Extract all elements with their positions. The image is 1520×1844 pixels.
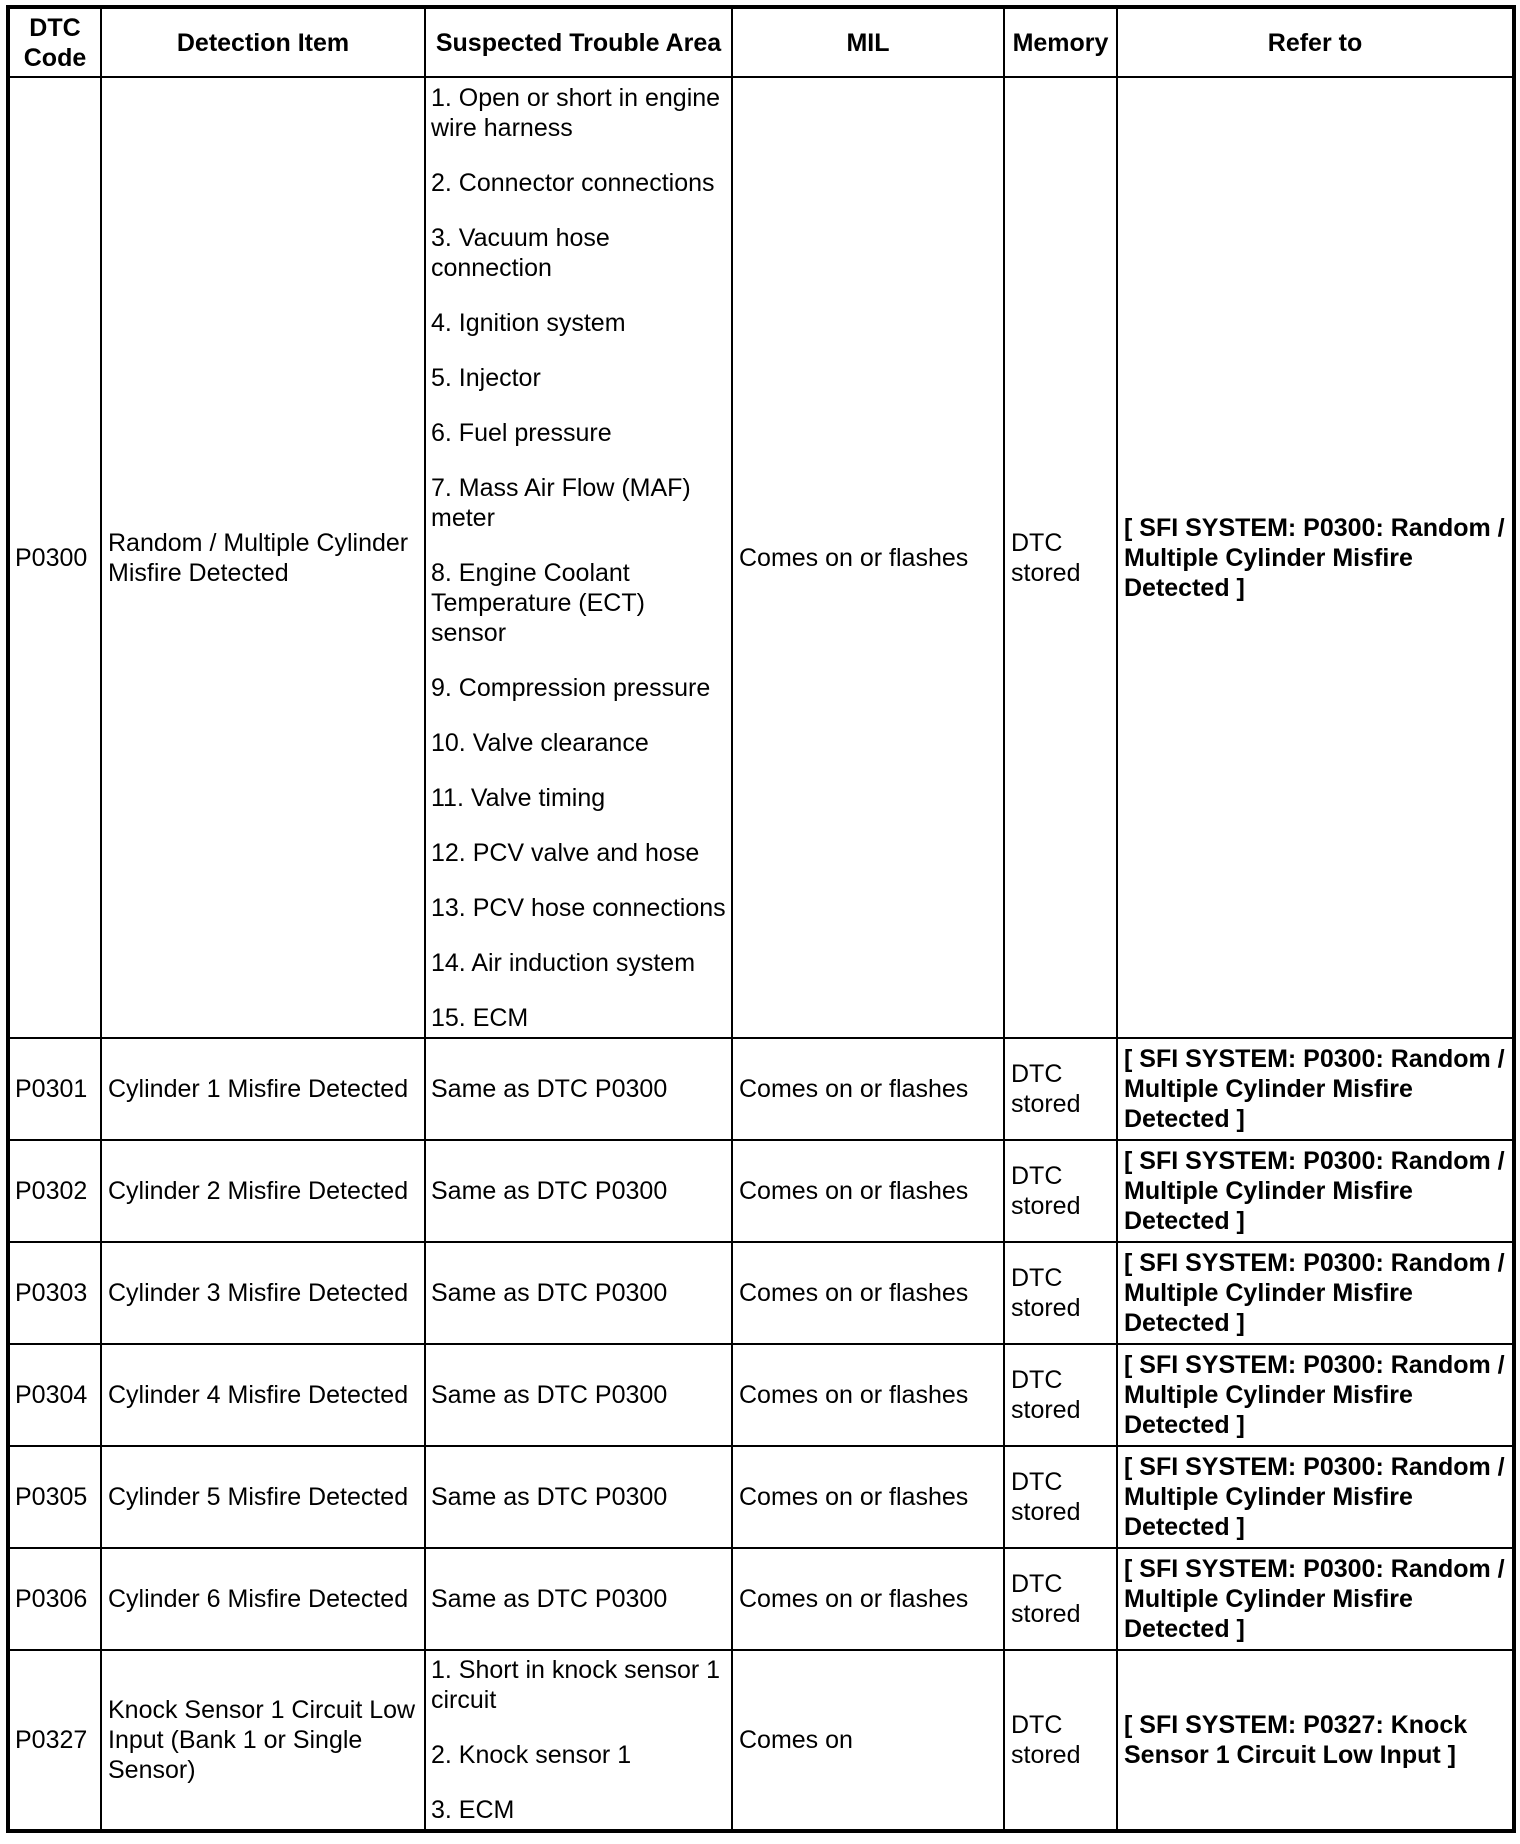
refer-to-cell: [ SFI SYSTEM: P0300: Random / Multiple Cylinder Misfire Detected ] [1117,1446,1514,1548]
detection-item-cell: Cylinder 3 Misfire Detected [101,1242,425,1344]
detection-item-cell: Cylinder 5 Misfire Detected [101,1446,425,1548]
dtc-code-cell: P0306 [8,1548,101,1650]
mil-cell: Comes on or flashes [732,1038,1004,1140]
mil-cell: Comes on [732,1650,1004,1831]
trouble-area-cell [425,1650,732,1831]
trouble-area-item: 2. Knock sensor 1 [431,1741,632,1769]
table-row [8,1242,1514,1344]
memory-line: stored [1011,558,1081,587]
trouble-area-item: 7. Mass Air Flow (MAF) meter [431,474,691,532]
trouble-area-item: 3. Vacuum hose connection [431,224,610,282]
memory-cell [1004,77,1117,1038]
detection-item-cell: Cylinder 4 Misfire Detected [101,1344,425,1446]
trouble-area-cell [425,77,732,1038]
refer-to-cell: [ SFI SYSTEM: P0300: Random / Multiple Cylinder Misfire Detected ] [1117,1548,1514,1650]
table-row [8,77,1514,1038]
header-dtc-code-line: DTC [29,13,81,42]
table-row [8,1446,1514,1548]
table-row [8,1344,1514,1446]
header-mil: MIL [732,7,1004,77]
memory-line: stored [1011,1192,1081,1220]
memory-line: stored [1011,1741,1081,1769]
header-suspected-trouble-area: Suspected Trouble Area [425,7,732,77]
memory-cell [1004,1446,1117,1548]
memory-line: stored [1011,1090,1081,1118]
trouble-area-cell: Same as DTC P0300 [425,1242,732,1344]
dtc-code-cell: P0303 [8,1242,101,1344]
dtc-code-cell: P0305 [8,1446,101,1548]
trouble-area-item: 14. Air induction system [431,949,696,977]
table-header-row [8,7,1514,77]
dtc-table [6,5,1516,1833]
memory-line: DTC [1011,1570,1063,1598]
table-row [8,1548,1514,1650]
dtc-code-cell: P0304 [8,1344,101,1446]
refer-to-cell: [ SFI SYSTEM: P0327: Knock Sensor 1 Circuit Low Input ] [1117,1650,1514,1831]
memory-cell [1004,1344,1117,1446]
memory-line: DTC [1011,1264,1063,1292]
memory-cell [1004,1650,1117,1831]
trouble-area-list [431,1651,726,1829]
trouble-area-item: 2. Connector connections [431,169,715,197]
dtc-code-cell: P0300 [8,77,101,1038]
trouble-area-item: 12. PCV valve and hose [431,839,700,867]
trouble-area-item: 15. ECM [431,1004,529,1032]
header-memory: Memory [1004,7,1117,77]
header-dtc-code [8,7,101,77]
refer-to-cell: [ SFI SYSTEM: P0300: Random / Multiple Cylinder Misfire Detected ] [1117,1344,1514,1446]
header-dtc-code-line: Code [23,43,87,72]
mil-cell: Comes on or flashes [732,1446,1004,1548]
trouble-area-cell: Same as DTC P0300 [425,1140,732,1242]
dtc-code-cell: P0301 [8,1038,101,1140]
memory-line: DTC [1011,1468,1063,1496]
header-detection-item: Detection Item [101,7,425,77]
memory-line: stored [1011,1294,1081,1322]
memory-cell [1004,1038,1117,1140]
trouble-area-cell: Same as DTC P0300 [425,1548,732,1650]
mil-cell: Comes on or flashes [732,1548,1004,1650]
memory-cell [1004,1242,1117,1344]
table-row [8,1038,1514,1140]
refer-to-cell: [ SFI SYSTEM: P0300: Random / Multiple Cylinder Misfire Detected ] [1117,1140,1514,1242]
detection-item-cell: Cylinder 2 Misfire Detected [101,1140,425,1242]
trouble-area-item: 5. Injector [431,364,541,392]
memory-cell [1004,1548,1117,1650]
trouble-area-cell: Same as DTC P0300 [425,1038,732,1140]
refer-to-cell: [ SFI SYSTEM: P0300: Random / Multiple Cylinder Misfire Detected ] [1117,1038,1514,1140]
trouble-area-item: 6. Fuel pressure [431,419,612,447]
trouble-area-item: 10. Valve clearance [431,729,649,757]
trouble-area-item: 1. Open or short in engine wire harness [431,84,721,142]
trouble-area-item: 1. Short in knock sensor 1 circuit [431,1656,721,1714]
header-refer-to: Refer to [1117,7,1514,77]
refer-to-cell: [ SFI SYSTEM: P0300: Random / Multiple Cylinder Misfire Detected ] [1117,77,1514,1038]
mil-cell: Comes on or flashes [732,1242,1004,1344]
memory-line: stored [1011,1600,1081,1628]
table-row [8,1650,1514,1831]
memory-line: DTC [1011,1366,1063,1394]
trouble-area-item: 9. Compression pressure [431,674,711,702]
detection-item-cell: Random / Multiple Cylinder Misfire Detected [101,77,425,1038]
memory-line: stored [1011,1396,1081,1424]
mil-cell: Comes on or flashes [732,77,1004,1038]
trouble-area-item: 4. Ignition system [431,309,626,337]
mil-cell: Comes on or flashes [732,1140,1004,1242]
memory-line: stored [1011,1498,1081,1526]
table-row [8,1140,1514,1242]
detection-item-cell: Knock Sensor 1 Circuit Low Input (Bank 1 or Single Sensor) [101,1650,425,1831]
trouble-area-cell: Same as DTC P0300 [425,1344,732,1446]
memory-cell [1004,1140,1117,1242]
detection-item-cell: Cylinder 6 Misfire Detected [101,1548,425,1650]
dtc-code-cell: P0302 [8,1140,101,1242]
memory-line: DTC [1011,1060,1063,1088]
trouble-area-list [431,78,726,1037]
dtc-code-cell: P0327 [8,1650,101,1831]
detection-item-cell: Cylinder 1 Misfire Detected [101,1038,425,1140]
trouble-area-item: 3. ECM [431,1796,515,1824]
refer-to-cell: [ SFI SYSTEM: P0300: Random / Multiple Cylinder Misfire Detected ] [1117,1242,1514,1344]
memory-line: DTC [1011,1711,1063,1739]
trouble-area-cell: Same as DTC P0300 [425,1446,732,1548]
trouble-area-item: 13. PCV hose connections [431,894,726,922]
memory-line: DTC [1011,528,1063,557]
trouble-area-item: 11. Valve timing [431,784,606,812]
memory-line: DTC [1011,1162,1063,1190]
mil-cell: Comes on or flashes [732,1344,1004,1446]
trouble-area-item: 8. Engine Coolant Temperature (ECT) sensor [431,559,645,647]
